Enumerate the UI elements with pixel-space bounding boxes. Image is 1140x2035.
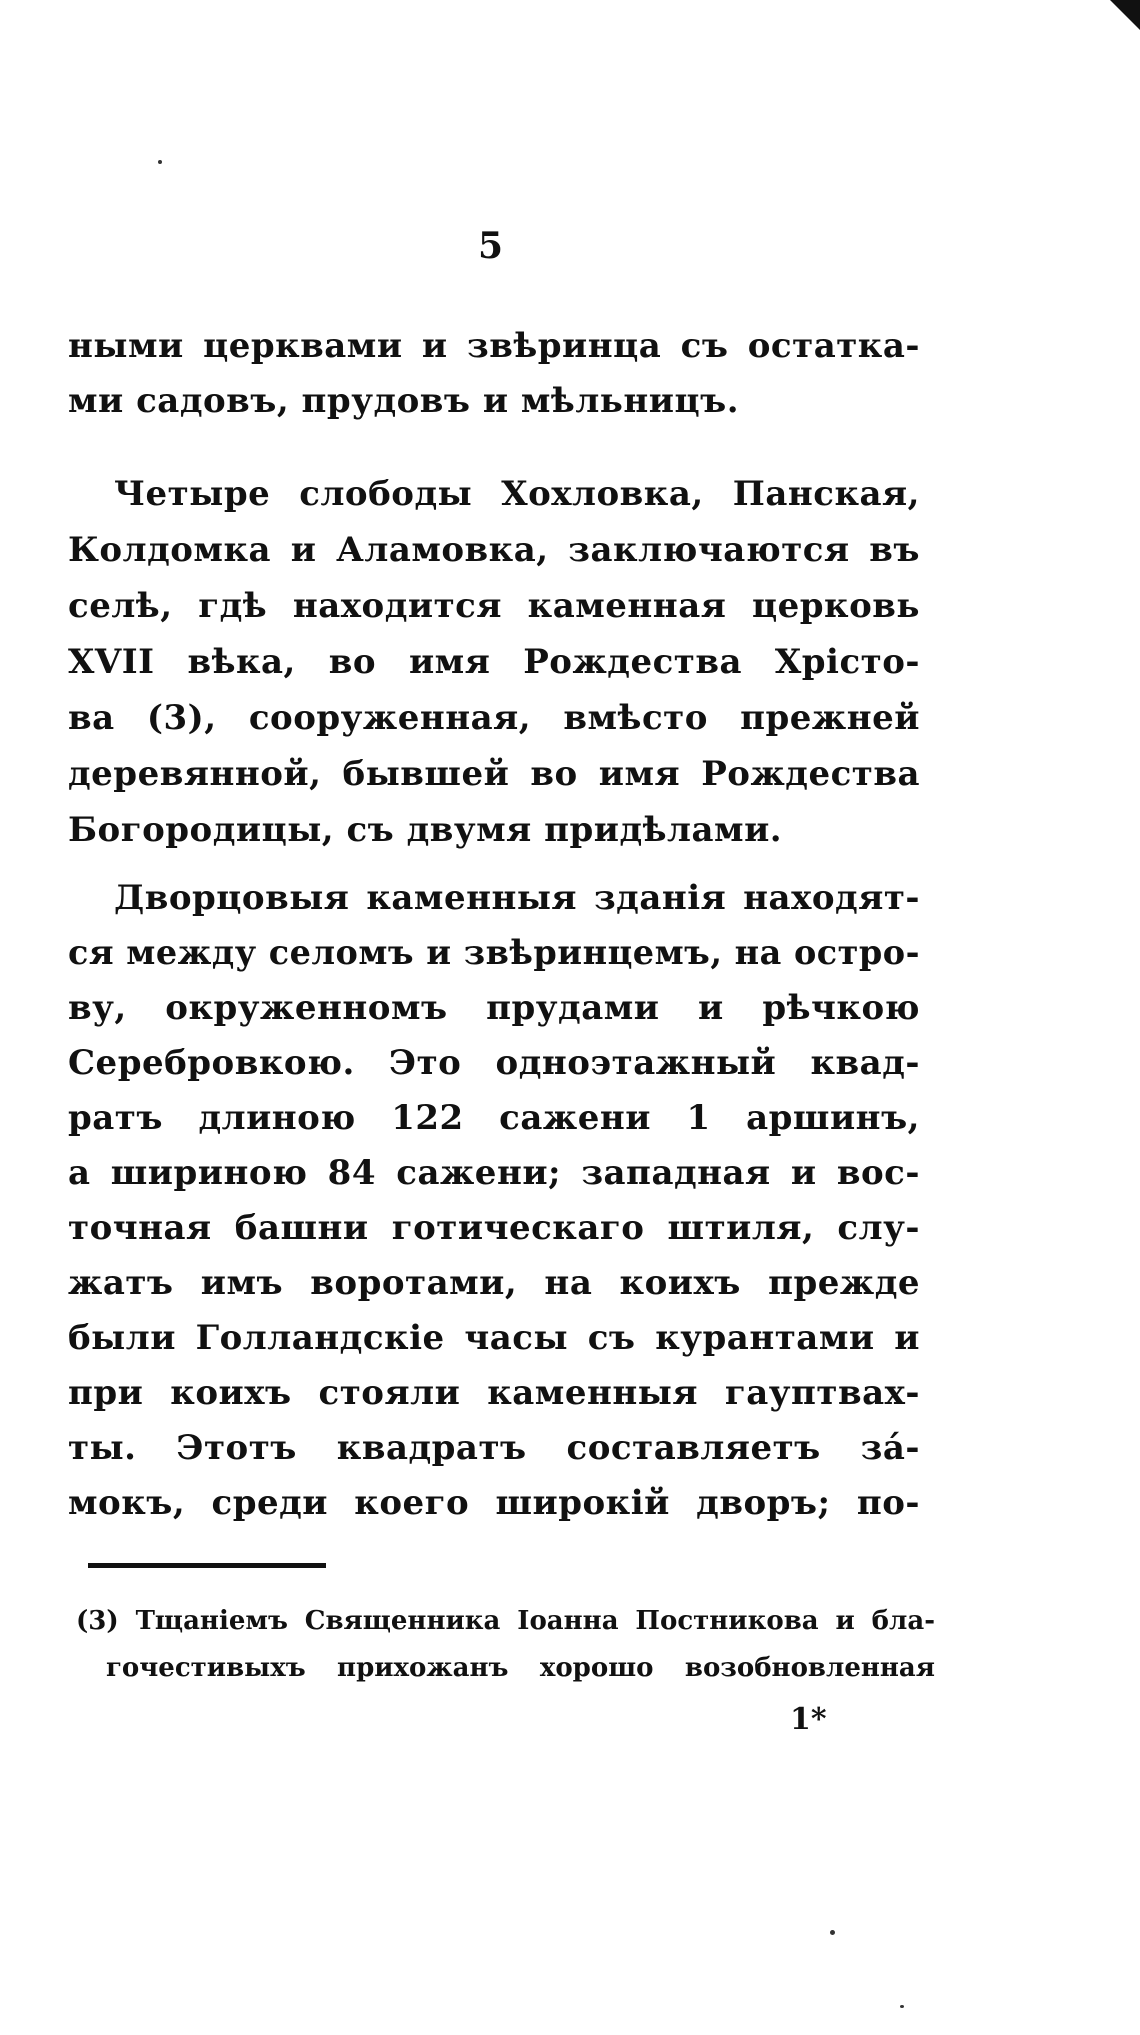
text-line-content: Серебровкою. Это одноэтажный квад- <box>68 1043 920 1083</box>
text-line-content: XVII вѣка, во имя Рождества Хрiсто- <box>68 642 920 682</box>
text-line-content: ными церквами и звѣринца съ остатка- <box>68 326 920 366</box>
scan-speck <box>158 160 162 164</box>
text-line <box>114 878 920 918</box>
text-line <box>68 1098 920 1138</box>
text-line-content: при коихъ стояли каменныя гауптвах- <box>68 1373 920 1413</box>
text-line <box>68 1428 920 1468</box>
text-line <box>68 1208 920 1248</box>
text-line <box>68 1043 920 1083</box>
text-line-content: ву, окруженномъ прудами и рѣчкою <box>68 988 920 1028</box>
text-line-content: Дворцовыя каменныя зданiя находят- <box>114 878 920 918</box>
signature-mark: 1* <box>790 1702 827 1737</box>
text-line <box>68 381 739 421</box>
text-line <box>68 1263 920 1303</box>
page-number: 5 <box>478 225 504 267</box>
text-line-content: ратъ длиною 122 сажени 1 аршинъ, <box>68 1098 920 1138</box>
text-line <box>68 1153 920 1193</box>
text-line <box>68 810 782 850</box>
text-line-content: ты. Этотъ квадратъ составляетъ за́- <box>68 1428 920 1468</box>
text-line-content: жатъ имъ воротами, на коихъ прежде <box>68 1263 920 1303</box>
text-line <box>68 642 920 682</box>
footnote-line <box>76 1605 935 1637</box>
scan-speck <box>830 1930 835 1935</box>
text-line <box>68 698 920 738</box>
scan-corner-mark <box>1110 0 1140 30</box>
text-line-content: ва (3), сооруженная, вмѣсто прежней <box>68 698 920 738</box>
footnote-line-content: гочестивыхъ прихожанъ хорошо возобновленная <box>106 1653 935 1683</box>
footnote-line <box>106 1652 935 1684</box>
text-line <box>68 933 933 973</box>
text-line <box>68 1483 920 1523</box>
text-line-content: мокъ, среди коего широкiй дворъ; по- <box>68 1483 920 1523</box>
scan-speck <box>900 2005 904 2008</box>
text-line <box>68 988 920 1028</box>
text-line-content: Четыре слободы Хохловка, Панская, <box>114 474 920 514</box>
text-line <box>68 586 920 626</box>
text-line <box>68 530 920 570</box>
text-line-content: были Голландскiе часы съ курантами и <box>68 1318 920 1358</box>
text-line <box>68 326 920 366</box>
text-line <box>68 1318 920 1358</box>
text-line-content: а шириною 84 сажени; западная и вос- <box>68 1153 920 1193</box>
footnote-rule <box>88 1563 326 1568</box>
text-line-content: ми садовъ, прудовъ и мѣльницъ. <box>68 381 740 421</box>
text-line <box>114 474 920 514</box>
text-line <box>68 754 920 794</box>
text-line-content: Колдомка и Аламовка, заключаются въ <box>68 530 920 570</box>
text-line-content: ся между селомъ и звѣринцемъ, на остро- <box>68 933 920 973</box>
footnote-line-content: (3) Тщанiемъ Священника Iоанна Постникова и бла- <box>76 1606 935 1636</box>
text-line-content: Богородицы, съ двумя придѣлами. <box>68 810 783 850</box>
text-line-content: деревянной, бывшей во имя Рождества <box>68 754 920 794</box>
text-line <box>68 1373 920 1413</box>
text-line-content: селѣ, гдѣ находится каменная церковь <box>68 586 920 626</box>
text-line-content: точная башни готическаго штиля, слу- <box>68 1208 920 1248</box>
